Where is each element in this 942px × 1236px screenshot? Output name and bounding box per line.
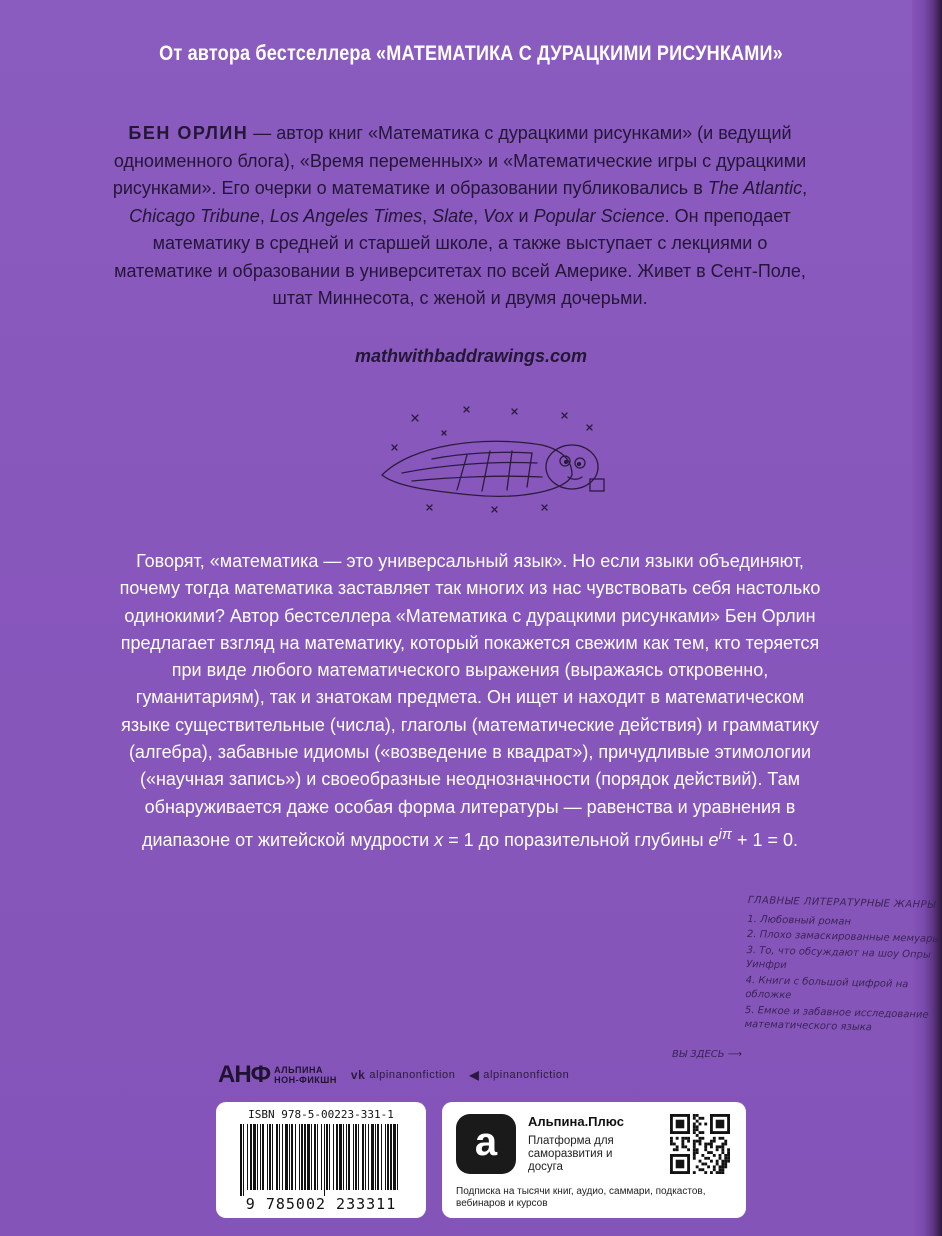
barcode-bar <box>377 1124 379 1190</box>
qr-module <box>687 1140 690 1143</box>
barcode-bar <box>355 1124 357 1190</box>
barcode-bar <box>295 1124 296 1190</box>
qr-module <box>713 1165 716 1168</box>
qr-module <box>701 1154 704 1157</box>
barcode-bar <box>358 1124 359 1190</box>
flying-creature-drawing <box>372 395 622 525</box>
book-description: Говорят, «математика — это универсальный язык». Но если языки объединяют, почему тогда математика заставляет так многих из нас чувствовать себя настолько одинокими? Автор бестселлера «Математика с дурацкими рисунками» Бен Орлин предлагает взгляд на математику, который покажется свежим как тем, кто теряется при виде любого математического выражения (выражаясь откровенно, гуманитариям), так и знатокам предмета. Он ищет и находит в математическом языке существительные (числа), глаголы (математические действия) и грамматику (алгебра), забавные идиомы («возведение в квадрат»), причудливые этимологии («научная запись») и своеобразные неоднозначности (порядок действий). Там обнаруживается даже особая форма литературы — равенства и уравнения в диапазоне от житейской мудрости x = 1 до поразительной глубины $e^{i\pi} + 1 = 0$. <box>119 551 821 850</box>
qr-module <box>704 1143 707 1146</box>
qr-module <box>719 1145 722 1148</box>
qr-module <box>704 1145 707 1148</box>
qr-module <box>693 1114 696 1117</box>
qr-module <box>699 1160 702 1163</box>
qr-module <box>716 1171 719 1174</box>
barcode-bar <box>289 1124 290 1190</box>
barcode-bar <box>343 1124 344 1190</box>
qr-module <box>727 1160 730 1163</box>
publisher-row <box>218 1060 569 1090</box>
qr-module <box>704 1123 707 1126</box>
qr-module <box>699 1131 702 1134</box>
barcode-bar <box>291 1124 293 1190</box>
qr-module <box>724 1163 727 1166</box>
barcode-digits: 9 785002 233311 <box>245 1195 397 1213</box>
barcode-bar <box>304 1124 306 1190</box>
qr-module <box>673 1148 676 1151</box>
anf-logo-mark: АНФ <box>218 1061 271 1088</box>
qr-module <box>710 1143 713 1146</box>
qr-module <box>721 1143 724 1146</box>
qr-module <box>721 1165 724 1168</box>
qr-module <box>670 1143 673 1146</box>
barcode-bar <box>279 1124 280 1190</box>
qr-module <box>676 1137 679 1140</box>
handwritten-genre-list <box>744 894 942 1039</box>
author-bio: БЕН ОРЛИН — автор книг «Математика с дурацкими рисунками» (и ведущий одноименного блога), «Время переменных» и «Математические игры с дурацкими рисунками». Его очерки о математике и образовании публиковались в The Atlantic, Chicago Tribune, Los Angeles Times, Slate, Vox и Popular Science. Он преподает математику в средней и старшей школе, а также выступает с лекциями о математике и образовании в университетах по всей Америке. Живет в Сент-Поле, штат Миннесота, с женой и двумя дочерьми. <box>112 123 808 308</box>
telegram-icon: ◀ <box>469 1068 480 1082</box>
qr-module <box>724 1143 727 1146</box>
barcode-bar <box>311 1124 312 1190</box>
barcode-panel <box>216 1102 426 1218</box>
barcode-bar <box>385 1124 386 1190</box>
genre-item: 3. То, что обсуждают на шоу Опры Уинфри <box>746 944 931 972</box>
you-are-here-note: ВЫ ЗДЕСЬ ⟶ <box>672 1049 743 1060</box>
qr-module <box>693 1125 696 1128</box>
qr-module <box>721 1168 724 1171</box>
barcode-bar <box>269 1124 271 1190</box>
qr-module <box>713 1137 716 1140</box>
qr-module <box>721 1163 724 1166</box>
qr-module <box>716 1145 719 1148</box>
publisher-logo: АНФ АЛЬПИНА НОН-ФИКШН <box>218 1061 337 1088</box>
qr-module <box>724 1140 727 1143</box>
qr-module <box>721 1171 724 1174</box>
qr-module <box>699 1168 702 1171</box>
qr-module <box>707 1165 710 1168</box>
barcode-bar <box>272 1124 273 1190</box>
qr-module <box>696 1134 699 1137</box>
qr-module <box>727 1148 730 1151</box>
qr-module <box>721 1148 724 1151</box>
qr-module <box>710 1151 713 1154</box>
vk-link[interactable]: vk alpinanonfiction <box>350 1068 456 1082</box>
qr-module <box>693 1171 696 1174</box>
barcode-bar <box>326 1124 328 1190</box>
qr-module <box>701 1131 704 1134</box>
qr-module <box>693 1151 696 1154</box>
barcode-bar <box>314 1124 316 1190</box>
barcode-bar <box>346 1124 347 1190</box>
genre-item: 2. Плохо замаскированные мемуары <box>746 928 941 946</box>
author-website: mathwithbaddrawings.com <box>354 346 588 366</box>
qr-module <box>710 1140 713 1143</box>
barcode-bar <box>387 1124 389 1190</box>
qr-module <box>727 1157 730 1160</box>
qr-module <box>693 1143 696 1146</box>
qr-module <box>721 1137 724 1140</box>
qr-module <box>701 1117 704 1120</box>
qr-module <box>684 1137 687 1140</box>
barcode-bar <box>336 1124 338 1190</box>
qr-module <box>716 1160 719 1163</box>
barcode-bar <box>368 1124 369 1190</box>
barcode-bar <box>257 1124 258 1190</box>
barcode-bar <box>333 1124 334 1190</box>
qr-module <box>673 1143 676 1146</box>
qr-module <box>699 1123 702 1126</box>
barcode-bar <box>393 1124 396 1190</box>
isbn-text: ISBN 978-5-00223-331-1 <box>248 1108 394 1121</box>
qr-module <box>719 1171 722 1174</box>
barcode-bar <box>375 1124 376 1190</box>
qr-module <box>704 1148 707 1151</box>
qr-module <box>696 1125 699 1128</box>
barcode-bar <box>371 1124 374 1190</box>
barcode-bar <box>329 1124 330 1190</box>
qr-module <box>693 1145 696 1148</box>
qr-module <box>721 1151 724 1154</box>
qr-module <box>696 1165 699 1168</box>
qr-module <box>693 1123 696 1126</box>
qr-module <box>696 1151 699 1154</box>
barcode-bar <box>339 1124 342 1190</box>
qr-module <box>699 1140 702 1143</box>
barcode-bar <box>301 1124 303 1190</box>
qr-module <box>670 1137 673 1140</box>
qr-module <box>724 1157 727 1160</box>
qr-module <box>676 1148 679 1151</box>
qr-module <box>693 1117 696 1120</box>
qr-module <box>721 1160 724 1163</box>
qr-module <box>696 1140 699 1143</box>
barcode-bar <box>260 1124 261 1190</box>
qr-module <box>693 1131 696 1134</box>
barcode-bar <box>285 1124 288 1190</box>
qr-module <box>681 1143 684 1146</box>
qr-module <box>710 1160 713 1163</box>
qr-module <box>710 1171 713 1174</box>
barcode-bar <box>348 1124 350 1190</box>
barcode-bar <box>299 1124 300 1190</box>
vk-icon: vk <box>350 1068 366 1082</box>
alpina-plus-panel <box>442 1102 746 1218</box>
qr-module <box>693 1140 696 1143</box>
qr-module <box>693 1157 696 1160</box>
promo-footer: Подписка на тысячи книг, аудио, саммари, подкастов, вебинаров и курсов <box>456 1186 706 1209</box>
qr-module <box>707 1143 710 1146</box>
qr-module <box>670 1140 673 1143</box>
qr-module <box>699 1143 702 1146</box>
promo-subtitle: Платформа для саморазвития и досуга <box>528 1135 614 1173</box>
qr-module <box>713 1168 716 1171</box>
barcode-bar <box>381 1124 382 1190</box>
qr-module <box>681 1137 684 1140</box>
qr-module <box>701 1163 704 1166</box>
telegram-link[interactable]: ◀ alpinanonfiction <box>469 1068 570 1082</box>
genre-item: 1. Любовный роман <box>747 913 852 928</box>
qr-module <box>713 1140 716 1143</box>
qr-module <box>699 1137 702 1140</box>
qr-finder <box>716 1120 725 1129</box>
alpina-plus-app-icon: a <box>456 1114 516 1174</box>
barcode-bar <box>324 1124 325 1196</box>
barcode-bar <box>240 1124 242 1196</box>
qr-module <box>719 1168 722 1171</box>
qr-module <box>684 1145 687 1148</box>
genre-list-title: ГЛАВНЫЕ ЛИТЕРАТУРНЫЕ ЖАНРЫ <box>747 894 936 911</box>
qr-module <box>693 1128 696 1131</box>
qr-module <box>710 1145 713 1148</box>
barcode-bar <box>321 1124 322 1190</box>
qr-finder <box>676 1160 685 1169</box>
qr-module <box>699 1117 702 1120</box>
qr-module <box>676 1145 679 1148</box>
barcode-bars <box>240 1124 402 1196</box>
barcode-bar <box>247 1124 248 1190</box>
barcode-bar <box>282 1124 283 1190</box>
qr-module <box>707 1157 710 1160</box>
barcode-bar <box>353 1124 354 1190</box>
barcode-bar <box>243 1124 244 1196</box>
qr-module <box>696 1114 699 1117</box>
genre-item: 5. Емкое и забавное исследование математического языка <box>744 1004 929 1034</box>
qr-module <box>693 1148 696 1151</box>
qr-module <box>716 1163 719 1166</box>
qr-module <box>721 1145 724 1148</box>
qr-module <box>716 1148 719 1151</box>
qr-module <box>681 1140 684 1143</box>
qr-module <box>724 1165 727 1168</box>
author-name: БЕН ОРЛИН <box>128 123 249 143</box>
qr-module <box>681 1145 684 1148</box>
qr-module <box>696 1120 699 1123</box>
barcode-bar <box>390 1124 392 1190</box>
qr-module <box>727 1154 730 1157</box>
qr-module <box>687 1148 690 1151</box>
promo-title: Альпина.Плюс <box>528 1114 624 1129</box>
qr-module <box>701 1137 704 1140</box>
qr-module <box>719 1157 722 1160</box>
barcode-bar <box>317 1124 318 1190</box>
cover-edge <box>912 0 942 1236</box>
barcode-bar <box>307 1124 310 1190</box>
qr-module <box>704 1171 707 1174</box>
qr-module <box>687 1137 690 1140</box>
qr-module <box>719 1165 722 1168</box>
qr-module <box>713 1154 716 1157</box>
barcode-bar <box>397 1124 398 1190</box>
barcode-bar <box>362 1124 364 1190</box>
qr-module <box>707 1151 710 1154</box>
barcode-bar <box>365 1124 366 1190</box>
qr-finder <box>676 1120 685 1129</box>
barcode-bar <box>267 1124 268 1190</box>
barcode-bar <box>276 1124 278 1190</box>
qr-module <box>724 1160 727 1163</box>
barcode-bar <box>250 1124 252 1190</box>
qr-module <box>719 1154 722 1157</box>
qr-module <box>719 1137 722 1140</box>
barcode-bar <box>253 1124 256 1190</box>
qr-module <box>704 1157 707 1160</box>
genre-item: 4. Книги с большой цифрой на обложке <box>745 974 909 1002</box>
qr-module <box>727 1151 730 1154</box>
barcode-bar <box>262 1124 264 1190</box>
qr-module <box>696 1148 699 1151</box>
qr-module <box>696 1128 699 1131</box>
qr-code-icon[interactable] <box>670 1114 730 1174</box>
qr-module <box>693 1154 696 1157</box>
bestseller-tagline: От автора бестселлера «МАТЕМАТИКА С ДУРАЦКИМИ РИСУНКАМИ» <box>159 42 783 65</box>
qr-module <box>701 1168 704 1171</box>
qr-module <box>724 1154 727 1157</box>
qr-module <box>704 1163 707 1166</box>
